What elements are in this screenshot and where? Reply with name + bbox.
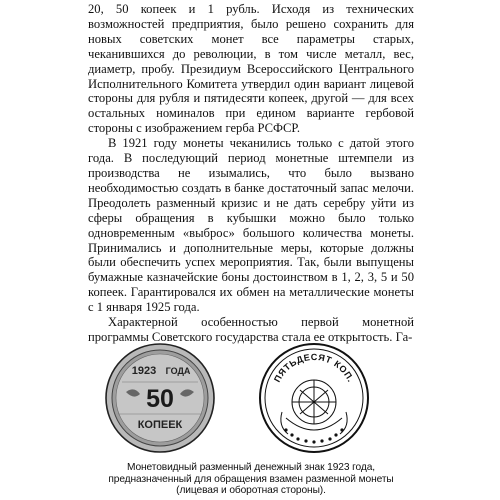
coin-reverse-image [258,342,370,454]
coin-obverse-year: 1923 [131,365,157,377]
caption-line: предназначенный для обращения взамен разменной монеты [108,473,394,485]
coin-obverse-unit: КОПЕЕК [137,419,183,431]
paragraph: В 1921 году монеты чеканились только с датой этого года. В последующий период монетные штемпели из производства не изымались, что было вызвано необходимостью создать в банке достаточный запас мелочи. Преодолеть разменный кризис и не дать серебру уйти из сферы обращения в кубышки можно было только одновременным «выброс» большого количества монеты. Принимались и дополнительные меры, которые должны были обеспечить успех мероприятия. Так, были выпущены бумажные казначейские боны достоинством в 1, 2, 3, 5 и 50 копеек. Гарантировался их обмен на металлические монеты с 1 января 1925 года. [88,136,414,315]
paragraph: 20, 50 копеек и 1 рубль. Исходя из технических возможностей предприятия, было решено сохранить для новых советских монет все параметры старых, чеканившихся до революции, в том числе металл, вес, диаметр, пробу. Президиум Всероссийского Центрального Исполнительного Комитета утвердил один вариант лицевой стороны для рубля и пятидесяти копеек, другой — для всех остальных номиналов при едином варианте гербовой стороны с изображением герба РСФСР. [88,2,414,136]
coin-reverse-legend: ПЯТЬДЕСЯТ КОП. [271,351,357,384]
caption-line: Монетовидный разменный денежный знак 1923 года, [126,462,376,473]
figure-caption [88,462,414,497]
caption-line: (лицевая и оборотная стороны). [176,485,326,497]
paragraph: Характерной особенностью первой монетной программы Советского государства стала ее открытость. Га- [88,315,414,344]
coin-obverse-value: 50 [146,385,174,413]
coin-obverse-word: ГОДА [165,366,191,376]
body-text [88,2,414,345]
coin-figure [88,342,414,454]
coin-obverse-image [104,342,216,454]
